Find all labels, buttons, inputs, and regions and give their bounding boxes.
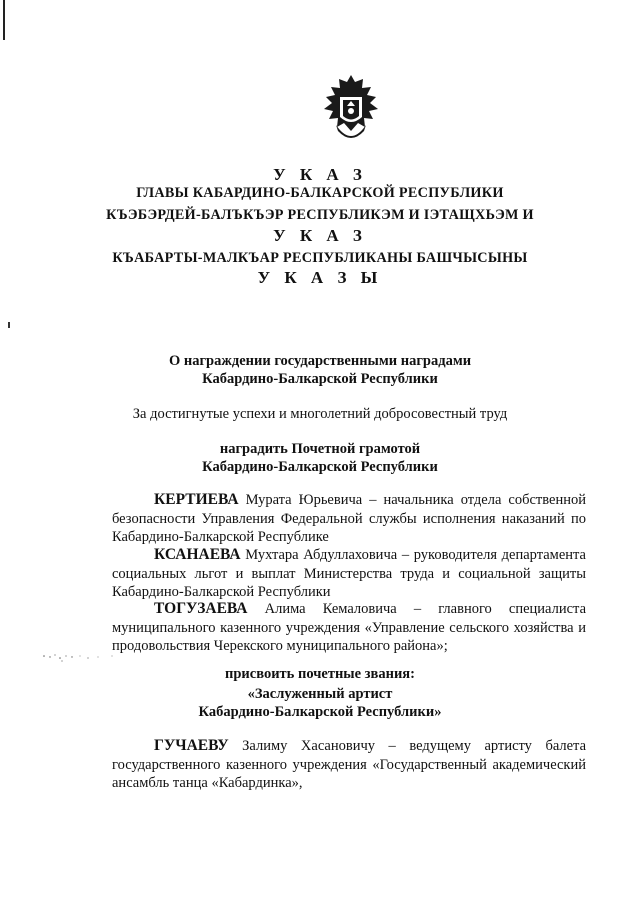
recipient-name: КЕРТИЕВА <box>154 491 239 508</box>
decree-issuer-kabardian: КЪЭБЭРДЕЙ-БАЛЪКЪЭР РЕСПУБЛИКЭМ И ІЭТАЩХЬЭМ И <box>106 207 534 223</box>
title-award-heading: присвоить почетные звания: <box>225 666 415 682</box>
honorary-title-line-1: «Заслуженный артист <box>247 686 393 702</box>
decree-heading-kabardian: У К А З <box>273 226 367 245</box>
recipient-paragraph <box>112 737 586 793</box>
recipient-paragraph <box>112 491 586 547</box>
recipient-details: Мухтара Абдуллаховича – руководителя департамента социальных льгот и выплат Министерства труда и социальной защиты Кабардино-Балкарской Республики <box>112 547 586 600</box>
recipient-name: ТОГУЗАЕВА <box>154 600 248 617</box>
scan-margin-mark <box>8 322 10 328</box>
coat-of-arms-icon <box>318 73 384 147</box>
decree-title-line-2: Кабардино-Балкарской Республики <box>202 371 438 387</box>
award-heading-line-1: наградить Почетной грамотой <box>219 441 421 457</box>
decree-heading-balkar: У К А З Ы <box>257 268 383 287</box>
decree-issuer-balkar: КЪАБАРТЫ-МАЛКЪАР РЕСПУБЛИКАНЫ БАШЧЫСЫНЫ <box>112 250 528 266</box>
scan-border-mark <box>3 0 5 40</box>
decree-issuer-russian: ГЛАВЫ КАБАРДИНО-БАЛКАРСКОЙ РЕСПУБЛИКИ <box>136 185 504 201</box>
decree-heading-russian: У К А З <box>273 165 367 184</box>
decree-preamble: За достигнутые успехи и многолетний добросовестный труд <box>132 406 508 422</box>
recipient-name: ГУЧАЕВУ <box>154 737 229 754</box>
recipient-details: Алима Кемаловича – главного специалиста муниципального казенного учреждения «Управление сельского хозяйства и продовольствия Черекского муниципального района»; <box>112 601 587 654</box>
award-heading-line-2: Кабардино-Балкарской Республики <box>202 459 438 475</box>
recipient-paragraph <box>112 600 586 656</box>
scan-noise <box>40 652 120 662</box>
recipient-details: Мурата Юрьевича – начальника отдела собственной безопасности Управления Федеральной службы исполнения наказаний по Кабардино-Балкарской Республике <box>112 492 586 545</box>
recipient-details: Залиму Хасановичу – ведущему артисту балета государственного казенного учреждения «Государственный академический ансамбль танца «Кабардинка», <box>112 738 587 791</box>
recipient-name: КСАНАЕВА <box>154 546 241 563</box>
recipient-paragraph <box>112 546 586 602</box>
decree-title-line-1: О награждении государственными наградами <box>168 353 472 369</box>
honorary-title-line-2: Кабардино-Балкарской Республики» <box>198 704 442 720</box>
